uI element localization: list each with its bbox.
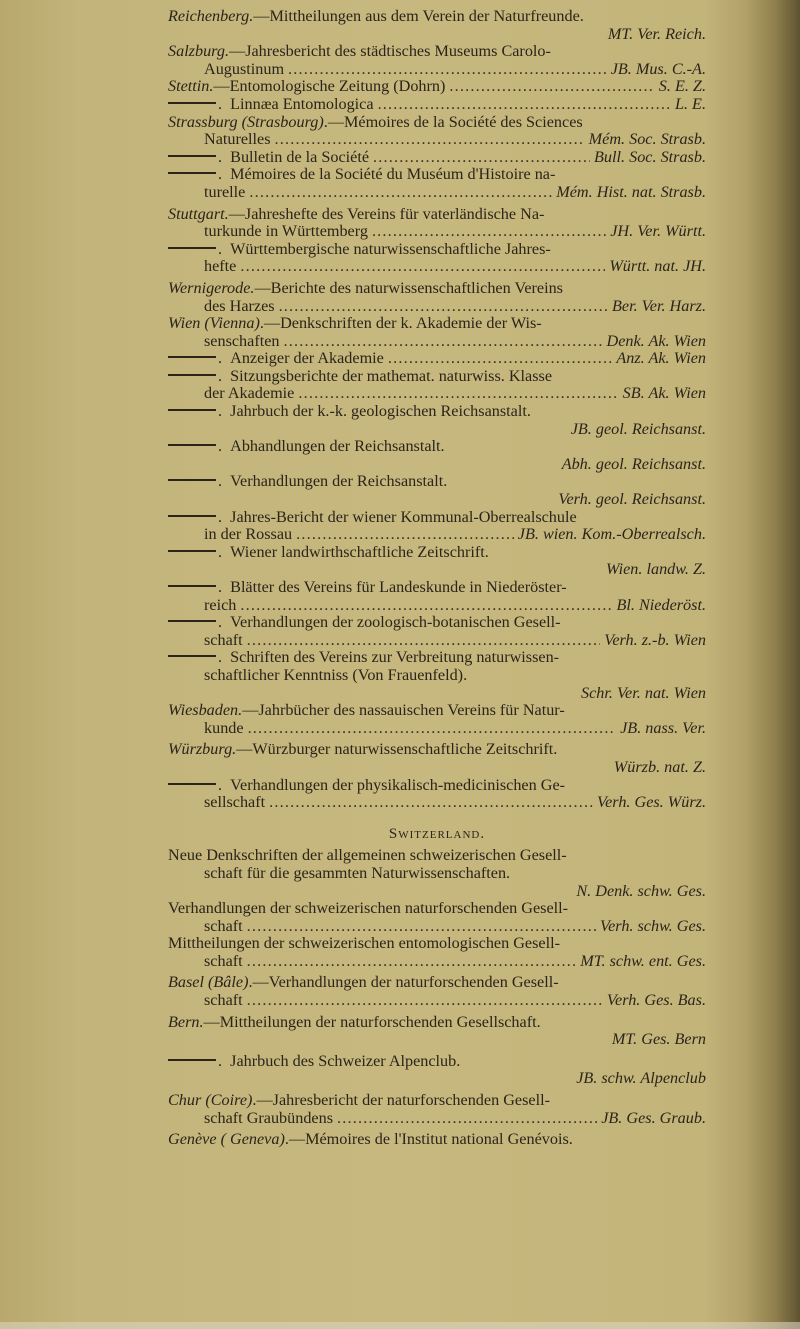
entry-schriften-verein: . Schriften des Vereins zur Verbreitung naturwissen- schaftlicher Kenntniss (Von Frauenfeld). Schr. Ver. nat. Wien	[168, 649, 706, 702]
entry-wernigerode	[168, 280, 706, 315]
entry-abbreviation: JB. Ges. Graub.	[601, 1108, 706, 1127]
entry-title: Verhandlungen der physikalisch-medicinischen Ge-	[230, 775, 566, 794]
entry-title: Linnæa Entomologica	[230, 94, 374, 113]
entry-title: Mittheilungen der schweizerischen entomologischen Gesell-	[168, 934, 560, 953]
dot-leader	[279, 298, 608, 316]
entry-title: —Jahrbücher des nassauischen Vereins für Natur-	[242, 701, 565, 720]
place-name: Wien	[168, 314, 201, 333]
entry-abbreviation: S. E. Z.	[658, 77, 706, 96]
entry-abbreviation: Mém. Soc. Strasb.	[588, 130, 706, 149]
entry-title: —Würzburger naturwissenschaftliche Zeitschrift.	[236, 740, 558, 759]
entry-memoires-museum: . Mémoires de la Société du Muséum d'Histoire na- turelle ..... Mém. Hist. nat. Strasb.	[168, 166, 706, 201]
entry-title-cont: schaftlicher Kenntniss (Von Frauenfeld).	[204, 665, 468, 684]
place-name: Basel	[168, 973, 204, 992]
entry-abbreviation: Verh. Ges. Bas.	[606, 991, 706, 1010]
entry-zool-bot: . Verhandlungen der zoologisch-botanischen Gesell- schaft ..... Verh. z.-b. Wien	[168, 614, 706, 649]
section-heading-switzerland: Switzerland.	[388, 825, 486, 842]
entry-bulletin-strasb: . Bulletin de la Société ..... Bull. Soc. Strasb.	[168, 149, 706, 167]
entry-alpenclub: . Jahrbuch des Schweizer Alpenclub. JB. schw. Alpenclub	[168, 1053, 706, 1088]
entry-title: Anzeiger der Akademie	[230, 349, 384, 368]
entry-stuttgart	[168, 206, 706, 241]
place-name: Stettin.	[168, 77, 214, 96]
entry-abbreviation: Denk. Ak. Wien	[606, 331, 706, 350]
entry-abbreviation: Wien. landw. Z.	[606, 560, 706, 579]
entry-title: —Mittheilungen der naturforschenden Gesellschaft.	[203, 1012, 541, 1031]
entry-title-cont: kunde	[204, 718, 244, 737]
entry-title-cont: des Harzes	[204, 296, 275, 315]
entry-title: —Jahreshefte des Vereins für vaterländische Na-	[228, 204, 545, 223]
entry-title-cont: schaft	[204, 916, 243, 935]
place-name: Strassburg	[168, 112, 238, 131]
dot-leader	[247, 632, 601, 650]
place-alt-name: (Strasbourg)	[241, 112, 324, 131]
entry-title-cont: der Akademie	[204, 384, 295, 403]
ditto-dash	[168, 620, 216, 622]
dot-leader	[247, 992, 603, 1010]
dot-leader	[269, 794, 593, 812]
entry-title-cont: in der Rossau	[204, 525, 293, 544]
entry-abbreviation: Verh. geol. Reichsanst.	[558, 490, 706, 509]
entry-title: —Jahresbericht des städtisches Museums Carolo-	[229, 42, 551, 61]
entry-wien	[168, 315, 706, 350]
entry-title: .—Jahresbericht der naturforschenden Gesell-	[252, 1091, 550, 1110]
entry-title-cont: Augustinum	[204, 59, 285, 78]
ditto-dash	[168, 1059, 216, 1061]
entry-title: Jahrbuch der k.-k. geologischen Reichsanstalt.	[230, 402, 531, 421]
entry-abbreviation: MT. schw. ent. Ges.	[580, 951, 706, 970]
entry-title: Württembergische naturwissenschaftliche Jahres-	[230, 239, 551, 258]
entry-blatter: . Blätter des Vereins für Landeskunde in Niederöster- reich ..... Bl. Niederöst.	[168, 579, 706, 614]
entry-title-cont: schaft	[204, 630, 243, 649]
dot-leader	[372, 223, 606, 241]
entry-title: Verhandlungen der Reichsanstalt.	[230, 472, 448, 491]
place-name: Salzburg.	[168, 42, 230, 61]
dot-leader	[240, 597, 612, 615]
entry-linnaea: . Linnæa Entomologica ..... L. E.	[168, 96, 706, 114]
entry-bern	[168, 1014, 706, 1049]
ditto-dash	[168, 155, 216, 157]
entry-title: Mémoires de la Société du Muséum d'Histoire na-	[230, 165, 556, 184]
place-name: Würzburg.	[168, 740, 237, 759]
entry-title: Blätter des Vereins für Landeskunde in Niederöster-	[230, 578, 567, 596]
dot-leader	[296, 526, 514, 544]
entry-title-cont: senschaften	[204, 331, 280, 350]
entry-title-cont: turkunde in Württemberg	[204, 222, 368, 241]
entry-verhandlungen-reichsanstalt: . Verhandlungen der Reichsanstalt. Verh. geol. Reichsanst.	[168, 473, 706, 508]
ditto-dash	[168, 356, 216, 358]
dot-leader	[247, 953, 577, 971]
ditto-dash	[168, 172, 216, 174]
ditto-dash	[168, 550, 216, 552]
entry-title-cont: Naturelles	[204, 130, 271, 149]
entry-abbreviation: MT. Ver. Reich.	[607, 24, 706, 43]
entry-abbreviation: JB. wien. Kom.-Oberrealsch.	[517, 525, 706, 544]
place-alt-name: (Coire)	[205, 1091, 253, 1110]
dot-leader	[388, 350, 613, 368]
entry-title: —Entomologische Zeitung (Dohrn)	[213, 77, 446, 96]
entry-title-cont: sellschaft	[204, 793, 266, 812]
entry-geneve	[168, 1131, 706, 1149]
ditto-dash	[168, 247, 216, 249]
entry-title: Sitzungsberichte der mathemat. naturwiss. Klasse	[230, 366, 553, 385]
entry-wiesbaden	[168, 702, 706, 737]
entry-abbreviation: Bl. Niederöst.	[616, 595, 706, 614]
entry-stettin	[168, 78, 706, 96]
entry-chur	[168, 1092, 706, 1127]
entry-abbreviation: JH. Ver. Württ.	[610, 222, 706, 241]
dot-leader	[298, 385, 618, 403]
ditto-dash	[168, 374, 216, 376]
dot-leader	[247, 918, 596, 936]
entry-abbreviation: Mém. Hist. nat. Strasb.	[556, 182, 706, 201]
entry-jahrbuch-geol: . Jahrbuch der k.-k. geologischen Reichsanstalt. JB. geol. Reichsanst.	[168, 403, 706, 438]
entry-title: .—Mémoires de l'Institut national Genévois.	[284, 1130, 573, 1149]
entry-abbreviation: Verh. z.-b. Wien	[604, 630, 706, 649]
dot-leader	[378, 96, 671, 114]
entry-salzburg	[168, 43, 706, 78]
entry-oberrealschule: . Jahres-Bericht der wiener Kommunal-Oberrealschule in der Rossau ..... JB. wien. Kom.-Oberrealsch.	[168, 509, 706, 544]
entry-title-cont: reich	[204, 595, 237, 614]
entry-title: Verhandlungen der zoologisch-botanischen Gesell-	[230, 613, 561, 632]
ditto-dash	[168, 479, 216, 481]
dot-leader	[373, 149, 590, 167]
entry-abbreviation: Schr. Ver. nat. Wien	[581, 683, 706, 702]
entry-wurtt-jahreshefte: . Württembergische naturwissenschaftliche Jahres- hefte ..... Württ. nat. JH.	[168, 241, 706, 276]
place-name: Bern.	[168, 1012, 204, 1031]
entry-anzeiger: . Anzeiger der Akademie ..... Anz. Ak. Wien	[168, 350, 706, 368]
place-name: Genève	[168, 1130, 217, 1149]
entry-abbreviation: Anz. Ak. Wien	[616, 349, 706, 368]
entry-abbreviation: MT. Ges. Bern	[611, 1030, 706, 1049]
place-alt-name: (Bâle)	[208, 973, 249, 992]
entry-neue-denkschriften	[168, 847, 706, 900]
entry-title: Bulletin de la Société	[230, 147, 370, 166]
entry-abbreviation: Ber. Ver. Harz.	[612, 296, 706, 315]
book-page	[168, 0, 706, 1149]
entry-title: .—Verhandlungen der naturforschenden Gesell-	[248, 973, 559, 992]
entry-abbreviation: Abh. geol. Reichsanst.	[561, 454, 706, 473]
entry-abhandlungen: . Abhandlungen der Reichsanstalt. Abh. geol. Reichsanst.	[168, 438, 706, 473]
dot-leader	[275, 131, 585, 149]
place-alt-name: ( Geneva)	[220, 1130, 285, 1149]
entry-abbreviation: N. Denk. schw. Ges.	[576, 881, 706, 900]
entry-title-cont: schaft	[204, 991, 243, 1010]
dot-leader	[249, 184, 552, 202]
entry-title: .—Denkschriften der k. Akademie der Wis-	[259, 314, 542, 333]
entry-sitzungsberichte: . Sitzungsberichte der mathemat. naturwiss. Klasse der Akademie ..... SB. Ak. Wien	[168, 368, 706, 403]
entry-title: Jahrbuch des Schweizer Alpenclub.	[230, 1051, 461, 1070]
entry-landw-zeitschrift: . Wiener landwirthschaftliche Zeitschrift. Wien. landw. Z.	[168, 544, 706, 579]
dot-leader	[449, 78, 654, 96]
entry-wurzburg	[168, 741, 706, 776]
entry-verh-schw	[168, 900, 706, 935]
entry-mt-schw-ent	[168, 935, 706, 970]
ditto-dash	[168, 444, 216, 446]
entry-abbreviation: Würzb. nat. Z.	[613, 757, 706, 776]
entry-title: Verhandlungen der schweizerischen naturforschenden Gesell-	[168, 899, 569, 918]
entry-basel	[168, 974, 706, 1009]
entry-title: Abhandlungen der Reichsanstalt.	[230, 437, 445, 456]
entry-reichenberg	[168, 8, 706, 43]
entry-title: Schriften des Vereins zur Verbreitung naturwissen-	[230, 648, 560, 667]
entry-abbreviation: JB. schw. Alpenclub	[576, 1069, 706, 1088]
entry-title: .—Mémoires de la Société des Sciences	[323, 112, 583, 131]
entry-title: Neue Denkschriften der allgemeinen schweizerischen Gesell-	[168, 846, 567, 865]
dot-leader	[240, 258, 605, 276]
entry-abbreviation: Verh. Ges. Würz.	[597, 793, 706, 812]
entry-abbreviation: JB. Mus. C.-A.	[610, 59, 706, 78]
place-name: Wiesbaden.	[168, 701, 243, 720]
entry-abbreviation: JB. geol. Reichsanst.	[570, 419, 706, 438]
entry-title: Wiener landwirthschaftliche Zeitschrift.	[230, 542, 489, 561]
entry-title: —Berichte des naturwissenschaftlichen Vereins	[254, 278, 563, 297]
entry-abbreviation: Verh. schw. Ges.	[600, 916, 706, 935]
ditto-dash	[168, 585, 216, 587]
ditto-dash	[168, 409, 216, 411]
entry-abbreviation: Württ. nat. JH.	[609, 257, 706, 276]
entry-abbreviation: Bull. Soc. Strasb.	[594, 147, 706, 166]
entry-title: Jahres-Bericht der wiener Kommunal-Oberrealschule	[230, 507, 577, 526]
entry-title-cont: schaft	[204, 951, 243, 970]
place-name: Chur	[168, 1091, 202, 1110]
entry-title-cont: schaft Graubündens	[204, 1108, 334, 1127]
dot-leader	[288, 61, 607, 79]
entry-title-cont: turelle	[204, 182, 246, 201]
ditto-dash	[168, 515, 216, 517]
dot-leader	[337, 1110, 597, 1128]
place-name: Wernigerode.	[168, 278, 255, 297]
dot-leader	[248, 720, 617, 738]
entry-title: —Mittheilungen aus dem Verein der Naturfreunde.	[253, 7, 584, 25]
entry-abbreviation: SB. Ak. Wien	[622, 384, 706, 403]
scan-edge	[0, 1322, 800, 1329]
place-name: Stuttgart.	[168, 204, 229, 223]
dot-leader	[284, 333, 603, 351]
place-alt-name: (Vienna)	[204, 314, 260, 333]
entry-abbreviation: L. E.	[674, 94, 706, 113]
ditto-dash	[168, 783, 216, 785]
place-name: Reichenberg.	[168, 7, 254, 25]
entry-strassburg	[168, 114, 706, 149]
ditto-dash	[168, 655, 216, 657]
entry-abbreviation: JB. nass. Ver.	[620, 718, 706, 737]
entry-phys-med: . Verhandlungen der physikalisch-medicinischen Ge- sellschaft ..... Verh. Ges. Würz.	[168, 777, 706, 812]
entry-title-cont: hefte	[204, 257, 237, 276]
ditto-dash	[168, 102, 216, 104]
entry-title-cont: schaft für die gesammten Naturwissenschaften.	[204, 863, 511, 882]
